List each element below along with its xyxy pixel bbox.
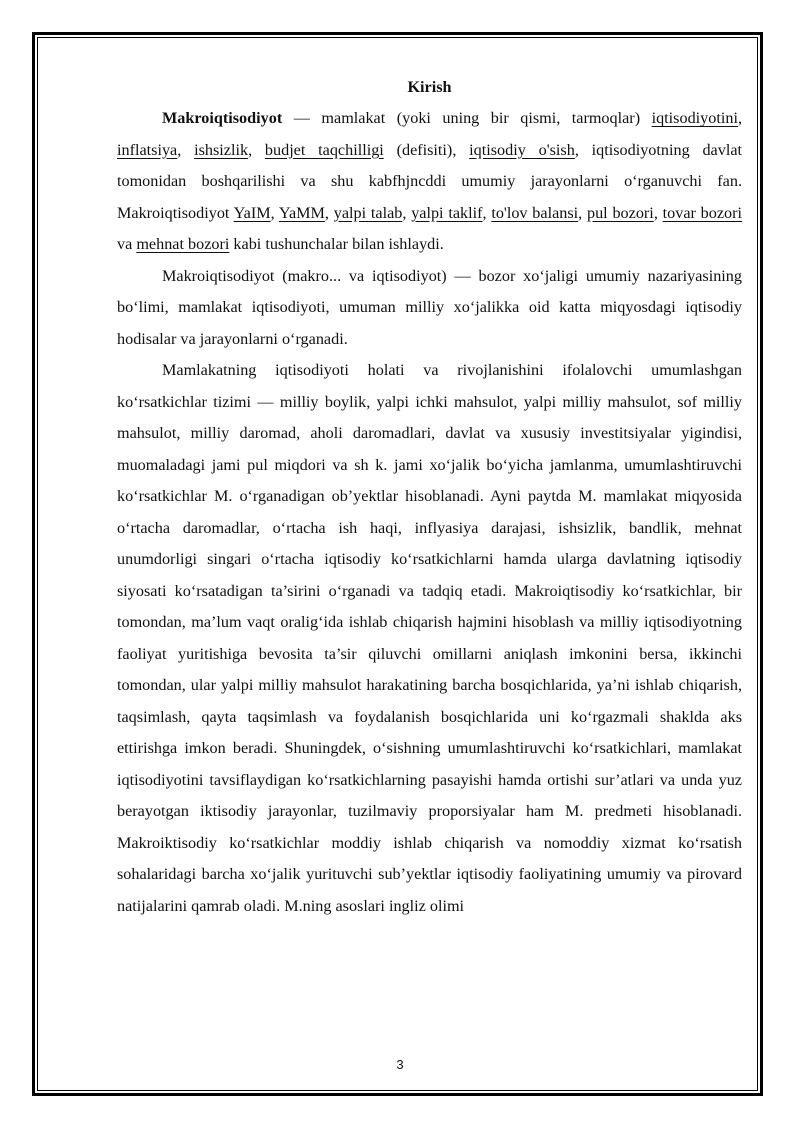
link-tolov-balansi[interactable]: to'lov balansi <box>491 203 579 222</box>
link-mehnat-bozori[interactable]: mehnat bozori <box>136 235 230 253</box>
link-yamm[interactable]: YaMM <box>278 203 325 222</box>
link-ishsizlik[interactable]: ishsizlik <box>194 140 249 159</box>
link-iqtisodiy-osish[interactable]: iqtisodiy o'sish <box>469 140 575 159</box>
link-yalpi-talab[interactable]: yalpi talab <box>333 203 403 222</box>
link-yalpi-taklif[interactable]: yalpi taklif <box>411 203 483 222</box>
link-yaim[interactable]: YaIM <box>233 203 271 222</box>
page-number: 3 <box>396 1057 404 1072</box>
paragraph-3: Mamlakatning iqtisodiyoti holati va rivojlanishini ifolalovchi umumlashgan ko‘rsatkichlar tizimi — milliy boylik, yalpi ichki mahsulot, yalpi milliy mahsulot, sof milliy mahsulot, milliy daromad, aholi daromadlari, davlat va xususiy investitsiyalar yigindisi, muomaladagi jami pul miqdori va sh k. jami xo‘jalik bo‘yicha jamlanma, umumlashtiruvchi ko‘rsatkichlar M. o‘rganadigan ob’yektlar hisoblanadi. Ayni paytda M. mamlakat miqyosida o‘rtacha daromadlar, o‘rtacha ish haqi, inflyasiya darajasi, ishsizlik, bandlik, mehnat unumdorligi singari o‘rtacha iqtisodiy ko‘rsatkichlarni hamda ularga davlatning iqtisodiy siyosati ko‘rsatadigan ta’sirini o‘rganadi va tadqiq etadi. Makroiqtisodiy ko‘rsatkichlar, bir tomondan, ma’lum vaqt oralig‘ida ishlab chiqarish hajmini hisoblash va milliy iqtisodiyotning faoliyat yuritishiga bevosita ta’sir qiluvchi omillarni aniqlash imkonini bersa, ikkinchi tomondan, ular yalpi milliy mahsulot harakatining barcha bosqichlarida, ya’ni ishlab chiqarish, taqsimlash, qayta taqsimlash va foydalanish bosqichlarida uni ko‘rgazmali shaklda aks ettirishga imkon beradi. Shuningdek, o‘sishning umumlashtiruvchi ko‘rsatkichlari, mamlakat iqtisodiyotini tavsiflaydigan ko‘rsatkichlarning pasayishi hamda ortishi sur’atlari va unda yuz berayotgan iktisodiy jarayonlar, tuzilmaviy proporsiyalar ham M. predmeti hisoblanadi. Makroiktisodiy ko‘rsatkichlar moddiy ishlab chiqarish va nomoddiy xizmat ko‘rsatish sohalaridagi barcha xo‘jalik yurituvchi sub’yektlar iqtisodiy faoliyatining umumiy va pirovard natijalarini qamrab oladi. M.ning asoslari ingliz olimi <box>117 361 742 915</box>
link-inflatsiya[interactable]: inflatsiya <box>117 140 178 159</box>
link-iqtisodiyot[interactable]: iqtisodiyotini <box>651 109 738 127</box>
paragraph-2: Makroiqtisodiyot (makro... va iqtisodiyot) — bozor xo‘jaligi umumiy nazariyasining bo‘limi, mamlakat iqtisodiyoti, umuman milliy xo‘jalikka oid katta miqyosdagi iqtisodiy hodisalar va jarayonlarni o‘rganadi. <box>117 266 742 348</box>
document-body <box>117 72 742 922</box>
paragraph-1: Makroiqtisodiyot — mamlakat (yoki uning bir qismi, tarmoqlar) iqtisodiyotini, inflatsiya, ishsizlik, budjet taqchilligi (defisiti), iqtisodiy o'sish, iqtisodiyotning davlat tomonidan boshqarilishi va shu kabfhjncddi umumiy jarayonlarni o‘rganuvchi fan. Makroiqtisodiyot YaIM, YaMM, yalpi talab, yalpi taklif, to'lov balansi, pul bozori, tovar bozori va mehnat bozori kabi tushunchalar bilan ishlaydi. <box>117 109 743 253</box>
link-budjet-taqchilligi[interactable]: budjet taqchilligi <box>264 140 384 159</box>
link-tovar-bozori[interactable]: tovar bozori <box>662 203 743 222</box>
term-heading: Makroiqtisodiyot <box>162 109 283 127</box>
link-pul-bozori[interactable]: pul bozori <box>586 203 654 222</box>
section-title: Kirish <box>407 78 452 96</box>
